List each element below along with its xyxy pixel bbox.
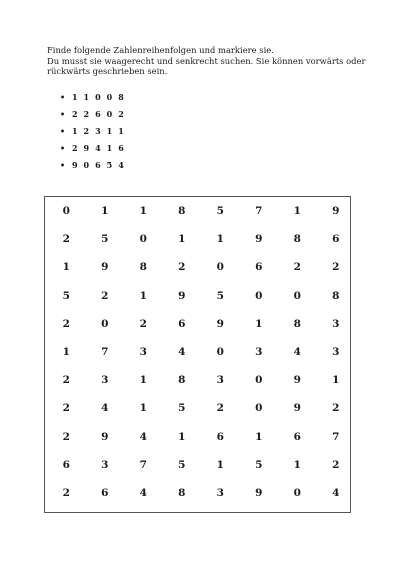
grid-cell[interactable]: 1 [178, 233, 186, 246]
grid-cell[interactable]: 0 [293, 486, 301, 499]
grid-cell[interactable]: 6 [332, 233, 340, 246]
grid-cell[interactable]: 5 [216, 289, 224, 302]
sequence-text: 1 2 3 1 1 [72, 126, 126, 136]
grid-cell[interactable]: 2 [62, 374, 70, 387]
grid-cell[interactable]: 7 [101, 346, 109, 359]
grid-cell[interactable]: 9 [332, 205, 340, 218]
bullet-icon: • [60, 143, 67, 153]
grid-cell[interactable]: 1 [293, 458, 301, 471]
grid-cell[interactable]: 9 [255, 486, 263, 499]
grid-cell[interactable]: 0 [255, 402, 263, 415]
grid-cell[interactable]: 0 [255, 289, 263, 302]
grid-cell[interactable]: 4 [332, 486, 340, 499]
grid-cell[interactable]: 5 [216, 205, 224, 218]
sequence-text: 2 2 6 0 2 [72, 109, 126, 119]
grid-cell[interactable]: 6 [255, 261, 263, 274]
grid-cell[interactable]: 0 [62, 205, 70, 218]
bullet-icon: • [60, 92, 67, 102]
grid-cell[interactable]: 1 [216, 233, 224, 246]
number-grid [47, 197, 355, 507]
grid-cell[interactable]: 2 [62, 430, 70, 443]
grid-cell[interactable]: 7 [332, 430, 340, 443]
grid-cell[interactable]: 8 [178, 374, 186, 387]
grid-cell[interactable]: 1 [62, 346, 70, 359]
grid-cell[interactable]: 8 [178, 205, 186, 218]
grid-cell[interactable]: 8 [293, 233, 301, 246]
grid-cell[interactable]: 2 [139, 317, 147, 330]
grid-cell[interactable]: 7 [255, 205, 263, 218]
grid-cell[interactable]: 3 [101, 374, 109, 387]
grid-cell[interactable]: 1 [216, 458, 224, 471]
grid-cell[interactable]: 4 [178, 346, 186, 359]
grid-cell[interactable]: 2 [62, 402, 70, 415]
grid-cell[interactable]: 8 [178, 486, 186, 499]
sequence-text: 1 1 0 0 8 [72, 92, 126, 102]
grid-cell[interactable]: 1 [293, 205, 301, 218]
instructions [47, 45, 367, 77]
instruction-line-1: Finde folgende Zahlenreihenfolgen und markiere sie. [47, 45, 274, 55]
grid-cell[interactable]: 5 [178, 402, 186, 415]
grid-cell[interactable]: 2 [332, 402, 340, 415]
grid-cell[interactable]: 9 [293, 374, 301, 387]
grid-cell[interactable]: 0 [293, 289, 301, 302]
grid-cell[interactable]: 3 [101, 458, 109, 471]
grid-cell[interactable]: 9 [101, 430, 109, 443]
grid-cell[interactable]: 8 [293, 317, 301, 330]
grid-cell[interactable]: 1 [101, 205, 109, 218]
grid-cell[interactable]: 0 [139, 233, 147, 246]
bullet-icon: • [60, 126, 67, 136]
grid-cell[interactable]: 2 [332, 261, 340, 274]
grid-cell[interactable]: 8 [139, 261, 147, 274]
grid-cell[interactable]: 6 [178, 317, 186, 330]
sequence-text: 9 0 6 5 4 [72, 160, 126, 170]
grid-cell[interactable]: 3 [216, 374, 224, 387]
grid-cell[interactable]: 5 [101, 233, 109, 246]
grid-cell[interactable]: 1 [139, 402, 147, 415]
grid-cell[interactable]: 8 [332, 289, 340, 302]
number-grid-frame [44, 196, 351, 513]
grid-cell[interactable]: 6 [216, 430, 224, 443]
bullet-icon: • [60, 109, 67, 119]
grid-cell[interactable]: 2 [293, 261, 301, 274]
grid-cell[interactable]: 2 [62, 233, 70, 246]
grid-cell[interactable]: 2 [62, 317, 70, 330]
grid-cell[interactable]: 3 [332, 346, 340, 359]
grid-cell[interactable]: 9 [101, 261, 109, 274]
grid-cell[interactable]: 5 [255, 458, 263, 471]
sequence-text: 2 9 4 1 6 [72, 143, 126, 153]
grid-cell[interactable]: 2 [332, 458, 340, 471]
bullet-icon: • [60, 160, 67, 170]
grid-cell[interactable]: 1 [178, 430, 186, 443]
grid-cell[interactable]: 6 [62, 458, 70, 471]
grid-cell[interactable]: 3 [216, 486, 224, 499]
grid-cell[interactable]: 3 [332, 317, 340, 330]
grid-cell[interactable]: 2 [101, 289, 109, 302]
grid-cell[interactable]: 4 [139, 486, 147, 499]
grid-cell[interactable]: 5 [62, 289, 70, 302]
grid-cell[interactable]: 1 [255, 430, 263, 443]
grid-cell[interactable]: 3 [139, 346, 147, 359]
grid-cell[interactable]: 4 [293, 346, 301, 359]
grid-cell[interactable]: 1 [139, 205, 147, 218]
instruction-line-2: Du musst sie waagerecht und senkrecht suchen. Sie können vorwärts oder rückwärts geschrieben sein. [47, 55, 366, 76]
grid-cell[interactable]: 1 [255, 317, 263, 330]
grid-cell[interactable]: 1 [139, 374, 147, 387]
grid-cell[interactable]: 1 [62, 261, 70, 274]
grid-cell[interactable]: 2 [62, 486, 70, 499]
grid-cell[interactable]: 3 [255, 346, 263, 359]
grid-cell[interactable]: 1 [332, 374, 340, 387]
grid-cell[interactable]: 9 [293, 402, 301, 415]
grid-cell[interactable]: 9 [216, 317, 224, 330]
grid-cell[interactable]: 0 [101, 317, 109, 330]
grid-cell[interactable]: 6 [101, 486, 109, 499]
grid-cell[interactable]: 7 [139, 458, 147, 471]
grid-cell[interactable]: 0 [216, 261, 224, 274]
grid-cell[interactable]: 1 [139, 289, 147, 302]
grid-cell[interactable]: 9 [255, 233, 263, 246]
grid-cell[interactable]: 0 [255, 374, 263, 387]
grid-cell[interactable]: 4 [101, 402, 109, 415]
grid-cell[interactable]: 2 [216, 402, 224, 415]
grid-cell[interactable]: 2 [178, 261, 186, 274]
grid-cell[interactable]: 9 [178, 289, 186, 302]
grid-cell[interactable]: 4 [139, 430, 147, 443]
grid-cell[interactable]: 0 [216, 346, 224, 359]
grid-cell[interactable]: 6 [293, 430, 301, 443]
grid-cell[interactable]: 5 [178, 458, 186, 471]
